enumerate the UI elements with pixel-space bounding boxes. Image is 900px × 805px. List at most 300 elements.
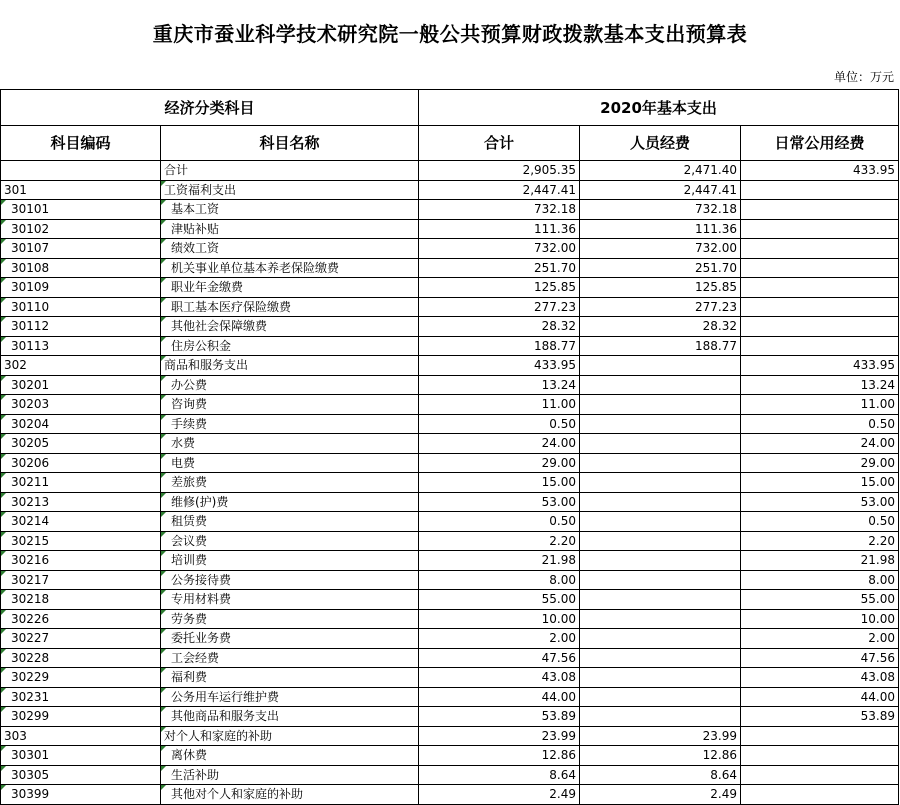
name-text: 办公费 <box>171 377 208 392</box>
code-cell <box>1 375 161 395</box>
cell-marker-icon <box>161 259 166 264</box>
name-cell <box>161 609 419 629</box>
cell-marker-icon <box>161 727 166 732</box>
name-cell <box>161 239 419 259</box>
personnel-cell <box>580 375 741 395</box>
name-cell <box>161 512 419 532</box>
code-text: 30214 <box>11 514 50 529</box>
total-cell: 15.00 <box>419 473 580 493</box>
total-cell: 277.23 <box>419 297 580 317</box>
cell-marker-icon <box>1 395 6 400</box>
personnel-cell: 2,471.40 <box>580 161 741 181</box>
code-text: 30112 <box>11 319 50 334</box>
cell-marker-icon <box>1 590 6 595</box>
table-row <box>1 161 899 181</box>
public-cell <box>741 297 899 317</box>
name-cell <box>161 746 419 766</box>
cell-marker-icon <box>161 298 166 303</box>
name-text: 绩效工资 <box>171 241 220 256</box>
name-cell <box>161 453 419 473</box>
name-cell <box>161 726 419 746</box>
code-text: 30301 <box>11 748 50 763</box>
code-cell <box>1 746 161 766</box>
code-text: 30231 <box>11 689 50 704</box>
header-group-basic-expenditure: 2020年基本支出 <box>419 90 899 126</box>
cell-marker-icon <box>161 785 166 790</box>
cell-marker-icon <box>1 532 6 537</box>
public-cell: 8.00 <box>741 570 899 590</box>
total-cell: 433.95 <box>419 356 580 376</box>
public-cell: 15.00 <box>741 473 899 493</box>
public-cell: 2.20 <box>741 531 899 551</box>
header-public: 日常公用经费 <box>741 126 899 161</box>
name-cell <box>161 258 419 278</box>
name-cell <box>161 765 419 785</box>
cell-marker-icon <box>161 746 166 751</box>
table-row <box>1 297 899 317</box>
name-text: 专用材料费 <box>171 592 232 607</box>
personnel-cell <box>580 609 741 629</box>
personnel-cell <box>580 512 741 532</box>
name-text: 工资福利支出 <box>164 182 237 197</box>
code-cell <box>1 531 161 551</box>
code-text: 30218 <box>11 592 50 607</box>
cell-marker-icon <box>1 278 6 283</box>
total-cell: 2.20 <box>419 531 580 551</box>
code-text: 30211 <box>11 475 50 490</box>
public-cell: 433.95 <box>741 356 899 376</box>
table-row <box>1 746 899 766</box>
code-cell <box>1 473 161 493</box>
total-cell: 8.64 <box>419 765 580 785</box>
cell-marker-icon <box>161 649 166 654</box>
cell-marker-icon <box>161 278 166 283</box>
code-text: 30206 <box>11 455 50 470</box>
cell-marker-icon <box>161 668 166 673</box>
table-row <box>1 200 899 220</box>
table-row <box>1 551 899 571</box>
code-cell <box>1 668 161 688</box>
cell-marker-icon <box>1 239 6 244</box>
code-text: 30113 <box>11 338 50 353</box>
cell-marker-icon <box>161 610 166 615</box>
total-cell: 12.86 <box>419 746 580 766</box>
code-cell <box>1 200 161 220</box>
code-cell <box>1 297 161 317</box>
personnel-cell: 111.36 <box>580 219 741 239</box>
code-text: 30204 <box>11 416 50 431</box>
code-text: 30215 <box>11 533 50 548</box>
public-cell: 44.00 <box>741 687 899 707</box>
cell-marker-icon <box>1 415 6 420</box>
name-text: 委托业务费 <box>171 631 232 646</box>
code-cell <box>1 180 161 200</box>
name-cell <box>161 180 419 200</box>
cell-marker-icon <box>1 512 6 517</box>
code-cell <box>1 629 161 649</box>
name-cell <box>161 492 419 512</box>
code-text: 30226 <box>11 611 50 626</box>
code-text: 302 <box>4 358 27 373</box>
table-row <box>1 317 899 337</box>
name-cell <box>161 297 419 317</box>
cell-marker-icon <box>1 493 6 498</box>
personnel-cell: 188.77 <box>580 336 741 356</box>
total-cell: 2.00 <box>419 629 580 649</box>
total-cell: 188.77 <box>419 336 580 356</box>
total-cell: 24.00 <box>419 434 580 454</box>
public-cell: 0.50 <box>741 512 899 532</box>
cell-marker-icon <box>161 376 166 381</box>
name-text: 机关事业单位基本养老保险缴费 <box>171 260 340 275</box>
cell-marker-icon <box>161 766 166 771</box>
code-text: 30205 <box>11 436 50 451</box>
total-cell: 55.00 <box>419 590 580 610</box>
public-cell <box>741 765 899 785</box>
name-text: 离休费 <box>171 748 208 763</box>
code-text: 30201 <box>11 377 50 392</box>
header-code: 科目编码 <box>1 126 161 161</box>
name-cell <box>161 200 419 220</box>
table-row <box>1 239 899 259</box>
cell-marker-icon <box>161 551 166 556</box>
table-body <box>1 161 899 805</box>
cell-marker-icon <box>1 220 6 225</box>
cell-marker-icon <box>1 766 6 771</box>
header-name: 科目名称 <box>161 126 419 161</box>
cell-marker-icon <box>1 200 6 205</box>
personnel-cell <box>580 707 741 727</box>
code-text: 30101 <box>11 202 50 217</box>
name-cell <box>161 414 419 434</box>
code-text: 30107 <box>11 241 50 256</box>
name-cell <box>161 395 419 415</box>
cell-marker-icon <box>1 688 6 693</box>
name-cell <box>161 707 419 727</box>
personnel-cell <box>580 668 741 688</box>
table-row <box>1 590 899 610</box>
name-text: 电费 <box>171 455 196 470</box>
code-text: 30399 <box>11 787 50 802</box>
table-row <box>1 687 899 707</box>
personnel-cell <box>580 629 741 649</box>
table-row <box>1 395 899 415</box>
cell-marker-icon <box>1 707 6 712</box>
public-cell <box>741 746 899 766</box>
table-row <box>1 375 899 395</box>
name-text: 租赁费 <box>171 514 208 529</box>
table-row <box>1 258 899 278</box>
cell-marker-icon <box>161 395 166 400</box>
cell-marker-icon <box>1 551 6 556</box>
name-text: 基本工资 <box>171 202 220 217</box>
total-cell: 125.85 <box>419 278 580 298</box>
code-text: 30203 <box>11 397 50 412</box>
table-row <box>1 629 899 649</box>
total-cell: 13.24 <box>419 375 580 395</box>
cell-marker-icon <box>1 434 6 439</box>
cell-marker-icon <box>161 415 166 420</box>
code-text: 30216 <box>11 553 50 568</box>
name-cell <box>161 551 419 571</box>
table-row <box>1 219 899 239</box>
total-cell: 11.00 <box>419 395 580 415</box>
personnel-cell <box>580 531 741 551</box>
code-cell <box>1 765 161 785</box>
personnel-cell: 23.99 <box>580 726 741 746</box>
code-text: 30109 <box>11 280 50 295</box>
code-cell <box>1 570 161 590</box>
name-cell <box>161 570 419 590</box>
code-cell <box>1 512 161 532</box>
total-cell: 44.00 <box>419 687 580 707</box>
public-cell <box>741 258 899 278</box>
personnel-cell: 732.18 <box>580 200 741 220</box>
public-cell: 43.08 <box>741 668 899 688</box>
personnel-cell <box>580 687 741 707</box>
table-row <box>1 531 899 551</box>
public-cell <box>741 200 899 220</box>
cell-marker-icon <box>161 356 166 361</box>
name-cell <box>161 317 419 337</box>
table-row <box>1 473 899 493</box>
table-row <box>1 668 899 688</box>
header-total: 合计 <box>419 126 580 161</box>
name-text: 生活补助 <box>171 767 220 782</box>
total-cell: 10.00 <box>419 609 580 629</box>
cell-marker-icon <box>1 317 6 322</box>
name-text: 其他对个人和家庭的补助 <box>171 787 304 802</box>
cell-marker-icon <box>1 259 6 264</box>
table-row <box>1 785 899 805</box>
name-text: 劳务费 <box>171 611 208 626</box>
cell-marker-icon <box>1 454 6 459</box>
total-cell: 53.00 <box>419 492 580 512</box>
unit-label: 单位：万元 <box>833 70 894 84</box>
code-cell <box>1 453 161 473</box>
name-text: 维修(护)费 <box>171 494 229 509</box>
cell-marker-icon <box>161 571 166 576</box>
code-text: 30102 <box>11 221 50 236</box>
code-text: 303 <box>4 728 27 743</box>
personnel-cell <box>580 492 741 512</box>
cell-marker-icon <box>1 610 6 615</box>
public-cell: 53.89 <box>741 707 899 727</box>
public-cell: 21.98 <box>741 551 899 571</box>
budget-table <box>0 89 899 805</box>
public-cell <box>741 219 899 239</box>
cell-marker-icon <box>161 181 166 186</box>
name-text: 工会经费 <box>171 650 220 665</box>
code-cell <box>1 278 161 298</box>
name-text: 津贴补贴 <box>171 221 220 236</box>
code-cell <box>1 219 161 239</box>
code-cell <box>1 707 161 727</box>
page-title: 重庆市蚕业科学技术研究院一般公共预算财政拨款基本支出预算表 <box>152 22 748 46</box>
public-cell: 29.00 <box>741 453 899 473</box>
cell-marker-icon <box>161 707 166 712</box>
name-text: 职业年金缴费 <box>171 280 244 295</box>
table-row <box>1 414 899 434</box>
name-text: 差旅费 <box>171 475 208 490</box>
code-text: 301 <box>4 182 27 197</box>
total-cell: 23.99 <box>419 726 580 746</box>
table-row <box>1 180 899 200</box>
code-cell <box>1 336 161 356</box>
public-cell: 2.00 <box>741 629 899 649</box>
public-cell <box>741 239 899 259</box>
cell-marker-icon <box>161 454 166 459</box>
cell-marker-icon <box>161 629 166 634</box>
public-cell: 47.56 <box>741 648 899 668</box>
personnel-cell <box>580 551 741 571</box>
public-cell <box>741 317 899 337</box>
cell-marker-icon <box>161 200 166 205</box>
total-cell: 21.98 <box>419 551 580 571</box>
cell-marker-icon <box>1 785 6 790</box>
name-text: 商品和服务支出 <box>164 358 249 373</box>
name-cell <box>161 629 419 649</box>
total-cell: 111.36 <box>419 219 580 239</box>
total-cell: 29.00 <box>419 453 580 473</box>
code-cell <box>1 239 161 259</box>
cell-marker-icon <box>1 746 6 751</box>
table-row <box>1 765 899 785</box>
public-cell: 13.24 <box>741 375 899 395</box>
name-text: 其他社会保障缴费 <box>171 319 268 334</box>
cell-marker-icon <box>1 668 6 673</box>
name-cell <box>161 434 419 454</box>
cell-marker-icon <box>161 317 166 322</box>
name-text: 水费 <box>171 436 196 451</box>
total-cell: 53.89 <box>419 707 580 727</box>
name-text: 公务接待费 <box>171 572 232 587</box>
name-cell <box>161 590 419 610</box>
code-text: 30213 <box>11 494 50 509</box>
code-cell <box>1 356 161 376</box>
name-cell <box>161 375 419 395</box>
cell-marker-icon <box>161 532 166 537</box>
name-cell <box>161 278 419 298</box>
name-cell <box>161 785 419 805</box>
personnel-cell: 12.86 <box>580 746 741 766</box>
name-cell <box>161 531 419 551</box>
name-text: 会议费 <box>171 533 208 548</box>
name-cell <box>161 161 419 181</box>
public-cell: 11.00 <box>741 395 899 415</box>
cell-marker-icon <box>161 512 166 517</box>
name-cell <box>161 336 419 356</box>
public-cell: 55.00 <box>741 590 899 610</box>
total-cell: 2.49 <box>419 785 580 805</box>
personnel-cell <box>580 434 741 454</box>
code-text: 30227 <box>11 631 50 646</box>
code-cell <box>1 317 161 337</box>
code-text: 30299 <box>11 709 50 724</box>
public-cell <box>741 785 899 805</box>
code-cell <box>1 395 161 415</box>
table-row <box>1 434 899 454</box>
code-text: 30110 <box>11 299 50 314</box>
table-row <box>1 278 899 298</box>
total-cell: 0.50 <box>419 414 580 434</box>
header-personnel: 人员经费 <box>580 126 741 161</box>
name-text: 对个人和家庭的补助 <box>164 728 273 743</box>
code-cell <box>1 687 161 707</box>
name-text: 咨询费 <box>171 397 208 412</box>
cell-marker-icon <box>1 376 6 381</box>
code-cell <box>1 258 161 278</box>
name-cell <box>161 356 419 376</box>
code-cell <box>1 785 161 805</box>
personnel-cell: 251.70 <box>580 258 741 278</box>
personnel-cell <box>580 356 741 376</box>
personnel-cell: 28.32 <box>580 317 741 337</box>
total-cell: 28.32 <box>419 317 580 337</box>
cell-marker-icon <box>1 337 6 342</box>
cell-marker-icon <box>1 649 6 654</box>
table-row <box>1 707 899 727</box>
total-cell: 732.00 <box>419 239 580 259</box>
total-cell: 732.18 <box>419 200 580 220</box>
header-group-economic-class: 经济分类科目 <box>1 90 419 126</box>
name-text: 手续费 <box>171 416 208 431</box>
personnel-cell <box>580 648 741 668</box>
name-text: 培训费 <box>171 553 208 568</box>
cell-marker-icon <box>161 473 166 478</box>
code-cell <box>1 414 161 434</box>
cell-marker-icon <box>161 220 166 225</box>
cell-marker-icon <box>161 434 166 439</box>
table-row <box>1 336 899 356</box>
personnel-cell: 125.85 <box>580 278 741 298</box>
code-cell <box>1 434 161 454</box>
cell-marker-icon <box>1 298 6 303</box>
personnel-cell <box>580 395 741 415</box>
header-group-row <box>1 90 899 126</box>
total-cell: 8.00 <box>419 570 580 590</box>
total-cell: 0.50 <box>419 512 580 532</box>
name-text: 合计 <box>164 163 189 178</box>
personnel-cell <box>580 473 741 493</box>
table-row <box>1 648 899 668</box>
personnel-cell: 8.64 <box>580 765 741 785</box>
total-cell: 251.70 <box>419 258 580 278</box>
name-text: 其他商品和服务支出 <box>171 709 280 724</box>
code-cell <box>1 551 161 571</box>
name-text: 住房公积金 <box>171 338 232 353</box>
table-row <box>1 570 899 590</box>
personnel-cell <box>580 570 741 590</box>
name-cell <box>161 219 419 239</box>
public-cell <box>741 180 899 200</box>
code-text: 30228 <box>11 650 50 665</box>
code-text: 30229 <box>11 670 50 685</box>
public-cell <box>741 278 899 298</box>
total-cell: 2,447.41 <box>419 180 580 200</box>
name-text: 福利费 <box>171 670 208 685</box>
name-text: 公务用车运行维护费 <box>171 689 280 704</box>
public-cell <box>741 726 899 746</box>
name-cell <box>161 473 419 493</box>
code-cell <box>1 648 161 668</box>
code-cell <box>1 161 161 181</box>
personnel-cell: 2,447.41 <box>580 180 741 200</box>
code-cell <box>1 492 161 512</box>
table-row <box>1 609 899 629</box>
personnel-cell <box>580 414 741 434</box>
table-row <box>1 512 899 532</box>
